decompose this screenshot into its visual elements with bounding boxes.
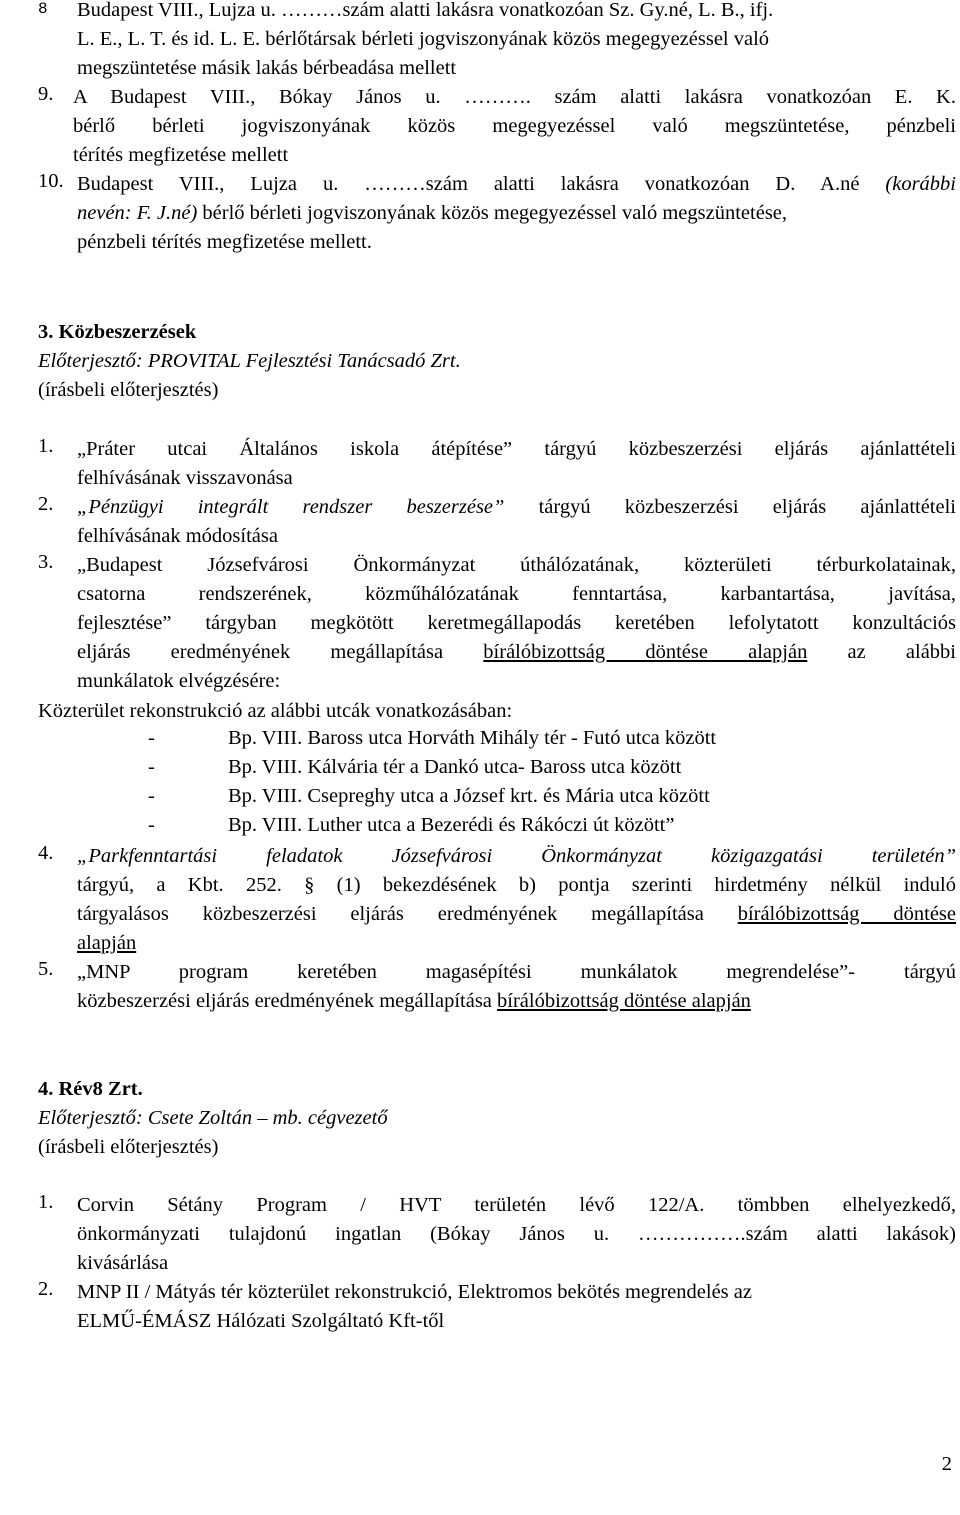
- item-text-line: MNP II / Mátyás tér közterület rekonstrukció, Elektromos bekötés megrendelés az: [77, 1281, 752, 1303]
- item-number: 4.: [38, 842, 54, 864]
- item-text-line: Corvin Sétány Program / HVT területén lévő 122/A. tömbben elhelyezkedő,: [77, 1194, 956, 1216]
- rev8-item-1: [38, 1191, 956, 1278]
- list-item: - Bp. VIII. Csepreghy utca a József krt. és Mária utca között: [148, 785, 710, 807]
- section-kind: (írásbeli előterjesztés): [38, 1135, 219, 1158]
- street-list: [148, 727, 848, 843]
- item-number: 1.: [38, 1191, 54, 1213]
- item-number: 10.: [38, 170, 64, 192]
- item-text-line: L. E., L. T. és id. L. E. bérlőtársak bérleti jogviszonyának közös megegyezéssel való: [77, 27, 770, 50]
- item-text-line: önkormányzati tulajdonú ingatlan (Bókay János u. …………….szám alatti lakások): [77, 1222, 956, 1245]
- list-item: - Bp. VIII. Luther utca a Bezerédi és Rákóczi út között”: [148, 814, 675, 836]
- item-text-line: munkálatok elvégzésére:: [77, 669, 281, 692]
- item-text-line: felhívásának módosítása: [77, 524, 278, 547]
- procurement-item-3: [38, 551, 956, 696]
- agenda-item-10: [38, 170, 956, 257]
- item-text-line: A Budapest VIII., Bókay János u. ………. szám alatti lakásra vonatkozóan E. K.: [73, 86, 956, 108]
- item-text-line: tárgyalásos közbeszerzési eljárás eredményének megállapítása bírálóbizottság döntése: [77, 902, 956, 925]
- item-text-line: nevén: F. J.né) bérlő bérleti jogviszonyának közös megegyezéssel való megszüntetése,: [77, 201, 788, 224]
- item-text-line: tárgyú, a Kbt. 252. § (1) bekezdésének b) pontja szerinti hirdetmény nélkül induló: [77, 873, 956, 896]
- list-item: - Bp. VIII. Kálvária tér a Dankó utca- Baross utca között: [148, 756, 682, 778]
- section-presenter: Előterjesztő: PROVITAL Fejlesztési Tanácsadó Zrt.: [38, 349, 461, 372]
- item-text-line: „Pénzügyi integrált rendszer beszerzése” tárgyú közbeszerzési eljárás ajánlattételi: [77, 496, 956, 518]
- section-4-header: [38, 1075, 938, 1162]
- item-number: 8: [38, 0, 48, 18]
- item-number: 9.: [38, 83, 54, 105]
- rev8-item-2: [38, 1278, 956, 1336]
- procurement-item-1: [38, 435, 956, 493]
- list-item: - Bp. VIII. Baross utca Horváth Mihály tér - Futó utca között: [148, 727, 717, 749]
- agenda-item-9: [38, 83, 956, 170]
- procurement-item-5: [38, 958, 956, 1016]
- item-text-line: eljárás eredményének megállapítása bírálóbizottság döntése alapján az alábbi: [77, 640, 956, 663]
- item-text-line: kivásárlása: [77, 1251, 169, 1274]
- procurement-item-4: [38, 842, 956, 958]
- item-number: 2.: [38, 1278, 54, 1300]
- item-text-line: „Práter utcai Általános iskola átépítése” tárgyú közbeszerzési eljárás ajánlattételi: [77, 438, 956, 460]
- item-text-line: Budapest VIII., Lujza u. ………szám alatti lakásra vonatkozóan Sz. Gy.né, L. B., ifj.: [77, 0, 774, 21]
- item-text-line: felhívásának visszavonása: [77, 466, 293, 489]
- agenda-item-8: [38, 0, 956, 83]
- section-3-header: [38, 318, 938, 405]
- section-kind: (írásbeli előterjesztés): [38, 378, 219, 401]
- item-number: 3.: [38, 551, 54, 573]
- section-title: 4. Rév8 Zrt.: [38, 1078, 143, 1100]
- item-text-line: pénzbeli térítés megfizetése mellett.: [77, 230, 372, 253]
- item-text-line: „Parkfenntartási feladatok Józsefvárosi Önkormányzat közigazgatási területén”: [77, 845, 956, 867]
- item-text-line: „Budapest Józsefvárosi Önkormányzat úthálózatának, közterületi térburkolatainak,: [77, 554, 956, 576]
- item-text-line: közbeszerzési eljárás eredményének megállapítása bírálóbizottság döntése alapján: [77, 989, 751, 1012]
- item-number: 5.: [38, 958, 54, 980]
- item-text-line: ELMŰ-ÉMÁSZ Hálózati Szolgáltató Kft-től: [77, 1309, 445, 1332]
- street-list-intro: Közterület rekonstrukció az alábbi utcák vonatkozásában:: [38, 700, 513, 722]
- item-number: 2.: [38, 493, 54, 515]
- item-text-line: Budapest VIII., Lujza u. ………szám alatti lakásra vonatkozóan D. A.né (korábbi: [77, 173, 956, 195]
- section-title: 3. Közbeszerzések: [38, 321, 197, 343]
- item-text-line: „MNP program keretében magasépítési munkálatok megrendelése”- tárgyú: [77, 961, 956, 983]
- item-text-line: csatorna rendszerének, közműhálózatának fenntartása, karbantartása, javítása,: [77, 582, 956, 605]
- item-text-line: fejlesztése” tárgyban megkötött keretmegállapodás keretében lefolytatott konzultációs: [77, 611, 956, 634]
- section-presenter: Előterjesztő: Csete Zoltán – mb. cégvezető: [38, 1106, 388, 1129]
- item-number: 1.: [38, 435, 54, 457]
- item-text-line: megszüntetése másik lakás bérbeadása mellett: [77, 56, 457, 79]
- page-number: 2: [941, 1453, 952, 1475]
- item-text-line: alapján: [77, 931, 137, 954]
- item-text-line: bérlő bérleti jogviszonyának közös megegyezéssel való megszüntetése, pénzbeli: [73, 114, 956, 137]
- procurement-item-2: [38, 493, 956, 551]
- item-text-line: térítés megfizetése mellett: [73, 143, 289, 166]
